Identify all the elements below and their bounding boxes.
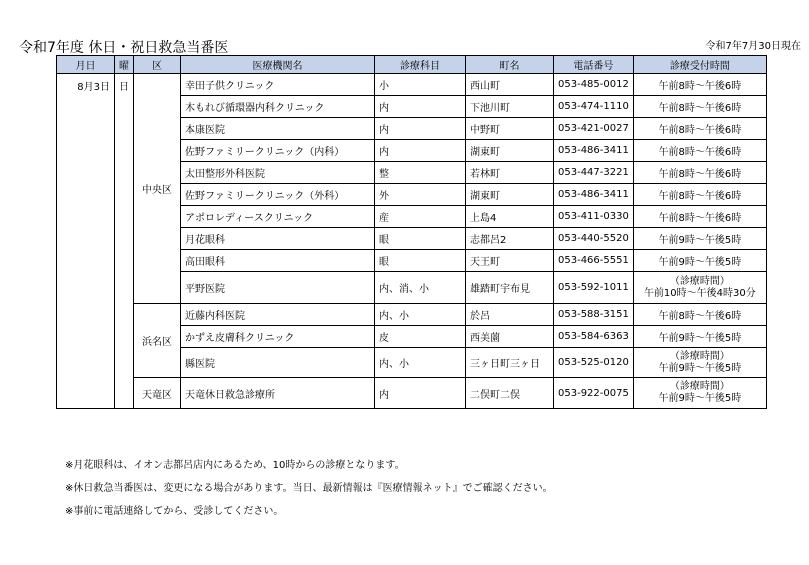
facility-name: 縣医院 — [181, 348, 375, 378]
ward-cell: 浜名区 — [134, 304, 181, 378]
hours-value: 午前9時～午後5時 — [658, 362, 742, 374]
phone-number: 053-588-3151 — [554, 304, 634, 326]
reception-hours — [633, 378, 766, 409]
table-row — [57, 378, 767, 409]
col-header-department: 診療科目 — [375, 56, 466, 74]
department: 眼 — [375, 228, 466, 250]
facility-name: 天竜休日救急診療所 — [181, 378, 375, 409]
schedule-table — [56, 55, 767, 409]
town: 上島4 — [466, 206, 554, 228]
facility-name: 高田眼科 — [181, 250, 375, 272]
department: 内、消、小 — [375, 272, 466, 304]
hours-label: （診療時間） — [669, 275, 730, 287]
note-line: ※事前に電話連絡してから、受診してください。 — [65, 506, 284, 517]
table-row — [57, 74, 767, 96]
town: 湖東町 — [466, 140, 554, 162]
phone-number: 053-525-0120 — [554, 348, 634, 378]
phone-number: 053-474-1110 — [554, 96, 634, 118]
department: 皮 — [375, 326, 466, 348]
department: 産 — [375, 206, 466, 228]
facility-name: 月花眼科 — [181, 228, 375, 250]
hours-label: （診療時間） — [669, 381, 730, 392]
town: 湖東町 — [466, 184, 554, 206]
department: 内 — [375, 140, 466, 162]
phone-number: 053-411-0330 — [554, 206, 634, 228]
facility-name: 近藤内科医院 — [181, 304, 375, 326]
reception-hours: 午前9時～午後5時 — [633, 228, 766, 250]
facility-name: 佐野ファミリークリニック（内科） — [181, 140, 375, 162]
town: 天王町 — [466, 250, 554, 272]
department: 内、小 — [375, 304, 466, 326]
col-header-ward: 区 — [134, 56, 181, 74]
col-header-weekday: 曜 — [115, 56, 134, 74]
ward-cell: 中央区 — [134, 74, 181, 304]
facility-name: アポロレディースクリニック — [181, 206, 375, 228]
town: 於呂 — [466, 304, 554, 326]
col-header-hours: 診療受付時間 — [633, 56, 766, 74]
department: 整 — [375, 162, 466, 184]
phone-number: 053-592-1011 — [554, 272, 634, 304]
page-title: 令和7年度 休日・祝日救急当番医 — [19, 40, 229, 56]
header-row — [57, 56, 767, 74]
town: 志都呂2 — [466, 228, 554, 250]
facility-name: 木もれび循環器内科クリニック — [181, 96, 375, 118]
town: 三ヶ日町三ヶ日 — [466, 348, 554, 378]
phone-number: 053-584-6363 — [554, 326, 634, 348]
phone-number: 053-440-5520 — [554, 228, 634, 250]
reception-hours: 午前8時～午後6時 — [633, 74, 766, 96]
town: 下池川町 — [466, 96, 554, 118]
department: 内 — [375, 118, 466, 140]
reception-hours: 午前8時～午後6時 — [633, 206, 766, 228]
facility-name: かずえ皮膚科クリニック — [181, 326, 375, 348]
department: 小 — [375, 74, 466, 96]
phone-number: 053-421-0027 — [554, 118, 634, 140]
town: 雄踏町宇布見 — [466, 272, 554, 304]
facility-name: 幸田子供クリニック — [181, 74, 375, 96]
reception-hours: 午前8時～午後6時 — [633, 184, 766, 206]
weekday-cell: 日 — [115, 74, 134, 409]
col-header-facility: 医療機関名 — [181, 56, 375, 74]
note-line: ※休日救急当番医は、変更になる場合があります。当日、最新情報は『医療情報ネット』でご確認ください。 — [65, 483, 553, 494]
department: 内 — [375, 378, 466, 409]
phone-number: 053-447-3221 — [554, 162, 634, 184]
department: 内、小 — [375, 348, 466, 378]
hours-value: 午前9時～午後5時 — [658, 393, 742, 404]
hours-value: 午前10時～午後4時30分 — [643, 287, 756, 299]
reception-hours — [633, 348, 766, 378]
reception-hours — [633, 272, 766, 304]
facility-name: 平野医院 — [181, 272, 375, 304]
phone-number: 053-486-3411 — [554, 140, 634, 162]
facility-name: 本康医院 — [181, 118, 375, 140]
department: 外 — [375, 184, 466, 206]
reception-hours: 午前8時～午後6時 — [633, 140, 766, 162]
notes-section — [65, 456, 553, 525]
reception-hours: 午前8時～午後6時 — [633, 304, 766, 326]
ward-cell: 天竜区 — [134, 378, 181, 409]
phone-number: 053-466-5551 — [554, 250, 634, 272]
col-header-phone: 電話番号 — [554, 56, 634, 74]
town: 二俣町二俣 — [466, 378, 554, 409]
reception-hours: 午前9時～午後5時 — [633, 250, 766, 272]
phone-number: 053-922-0075 — [554, 378, 634, 409]
town: 西美薗 — [466, 326, 554, 348]
phone-number: 053-485-0012 — [554, 74, 634, 96]
town: 中野町 — [466, 118, 554, 140]
col-header-date: 月日 — [57, 56, 115, 74]
town: 若林町 — [466, 162, 554, 184]
facility-name: 太田整形外科医院 — [181, 162, 375, 184]
department: 眼 — [375, 250, 466, 272]
reception-hours: 午前8時～午後6時 — [633, 96, 766, 118]
note-line: ※月花眼科は、イオン志都呂店内にあるため、10時からの診療となります。 — [65, 460, 405, 471]
town: 西山町 — [466, 74, 554, 96]
hours-label: （診療時間） — [669, 350, 730, 362]
reception-hours: 午前9時～午後5時 — [633, 326, 766, 348]
department: 内 — [375, 96, 466, 118]
phone-number: 053-486-3411 — [554, 184, 634, 206]
table-row — [57, 304, 767, 326]
reception-hours: 午前8時～午後6時 — [633, 162, 766, 184]
as-of-date: 令和7年7月30日現在 — [705, 41, 801, 52]
facility-name: 佐野ファミリークリニック（外科） — [181, 184, 375, 206]
date-cell: 8月3日 — [57, 74, 115, 409]
col-header-town: 町名 — [466, 56, 554, 74]
reception-hours: 午前8時～午後6時 — [633, 118, 766, 140]
